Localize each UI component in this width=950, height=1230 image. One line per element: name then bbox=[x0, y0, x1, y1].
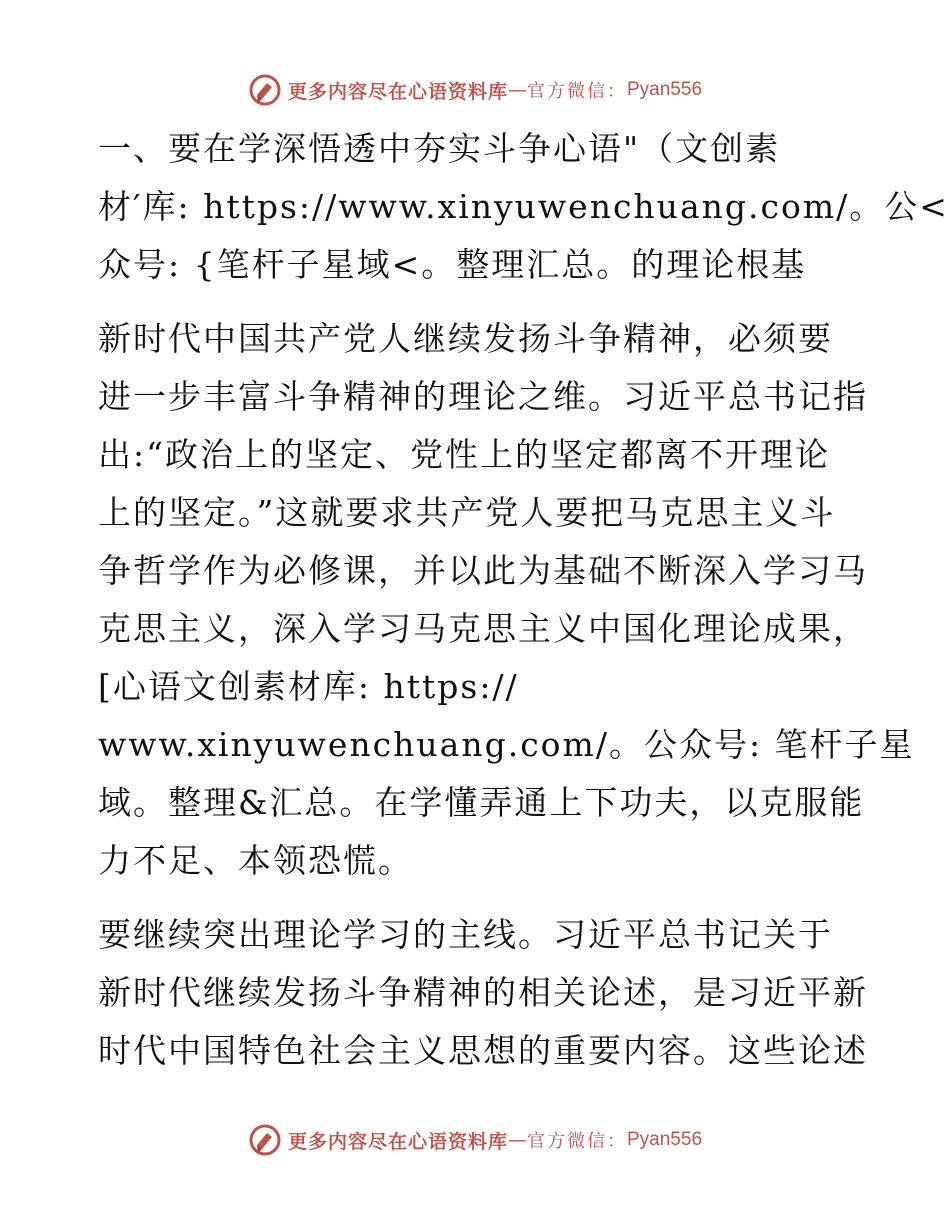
footer-separator: — bbox=[508, 1129, 527, 1151]
text-line: 新时代中国共产党人继续发扬斗争精神，必须要 bbox=[98, 319, 833, 358]
text-line: www.xinyuwenchuang.com/。公众号: 笔杆子星 bbox=[98, 725, 915, 764]
text-line: 上的坚定。”这就要求共产党人要把马克思主义斗 bbox=[98, 493, 836, 532]
header-brand-text: 更多内容尽在心语资料库 bbox=[287, 80, 508, 103]
text-line: 时代中国特色社会主义思想的重要内容。这些论述 bbox=[98, 1031, 868, 1070]
text-line: 材′库: https://www.xinyuwenchuang.com/。公< bbox=[98, 187, 949, 226]
text-line: 出:“政治上的坚定、党性上的坚定都离不开理论 bbox=[98, 435, 830, 474]
footer-brand-text: 更多内容尽在心语资料库 bbox=[287, 1130, 508, 1153]
text-line: 克思主义，深入学习马克思主义中国化理论成果， bbox=[98, 609, 868, 648]
text-line: 众号: {笔杆子星域<。整理汇总。的理论根基 bbox=[98, 245, 807, 284]
footer-wechat-label: 官方微信： bbox=[527, 1131, 627, 1152]
text-line: 一、要在学深悟透中夯实斗争心语"（文创素 bbox=[98, 129, 781, 168]
text-line: 进一步丰富斗争精神的理论之维。习近平总书记指 bbox=[98, 377, 868, 416]
header-banner bbox=[0, 70, 950, 110]
text-line: 域。整理&汇总。在学懂弄通上下功夫，以克服能 bbox=[98, 783, 865, 822]
paragraph-3 bbox=[98, 906, 868, 1080]
header-wechat-label: 官方微信： bbox=[527, 81, 627, 102]
footer-banner bbox=[0, 1120, 950, 1160]
text-line: 力不足、本领恐慌。 bbox=[98, 841, 413, 880]
text-line: 要继续突出理论学习的主线。习近平总书记关于 bbox=[98, 915, 833, 954]
footer-wechat-id: Pyan556 bbox=[627, 1129, 703, 1150]
paragraph-2 bbox=[98, 310, 915, 890]
text-line: [心语文创素材库: https:// bbox=[98, 667, 519, 706]
text-line: 新时代继续发扬斗争精神的相关论述，是习近平新 bbox=[98, 973, 868, 1012]
brand-logo-icon bbox=[248, 1123, 282, 1157]
brand-logo-icon bbox=[248, 73, 282, 107]
document-body bbox=[98, 120, 949, 1080]
paragraph-1 bbox=[98, 120, 949, 294]
header-separator: — bbox=[508, 79, 527, 101]
text-line: 争哲学作为必修课，并以此为基础不断深入学习马 bbox=[98, 551, 868, 590]
header-wechat-id: Pyan556 bbox=[627, 79, 703, 100]
